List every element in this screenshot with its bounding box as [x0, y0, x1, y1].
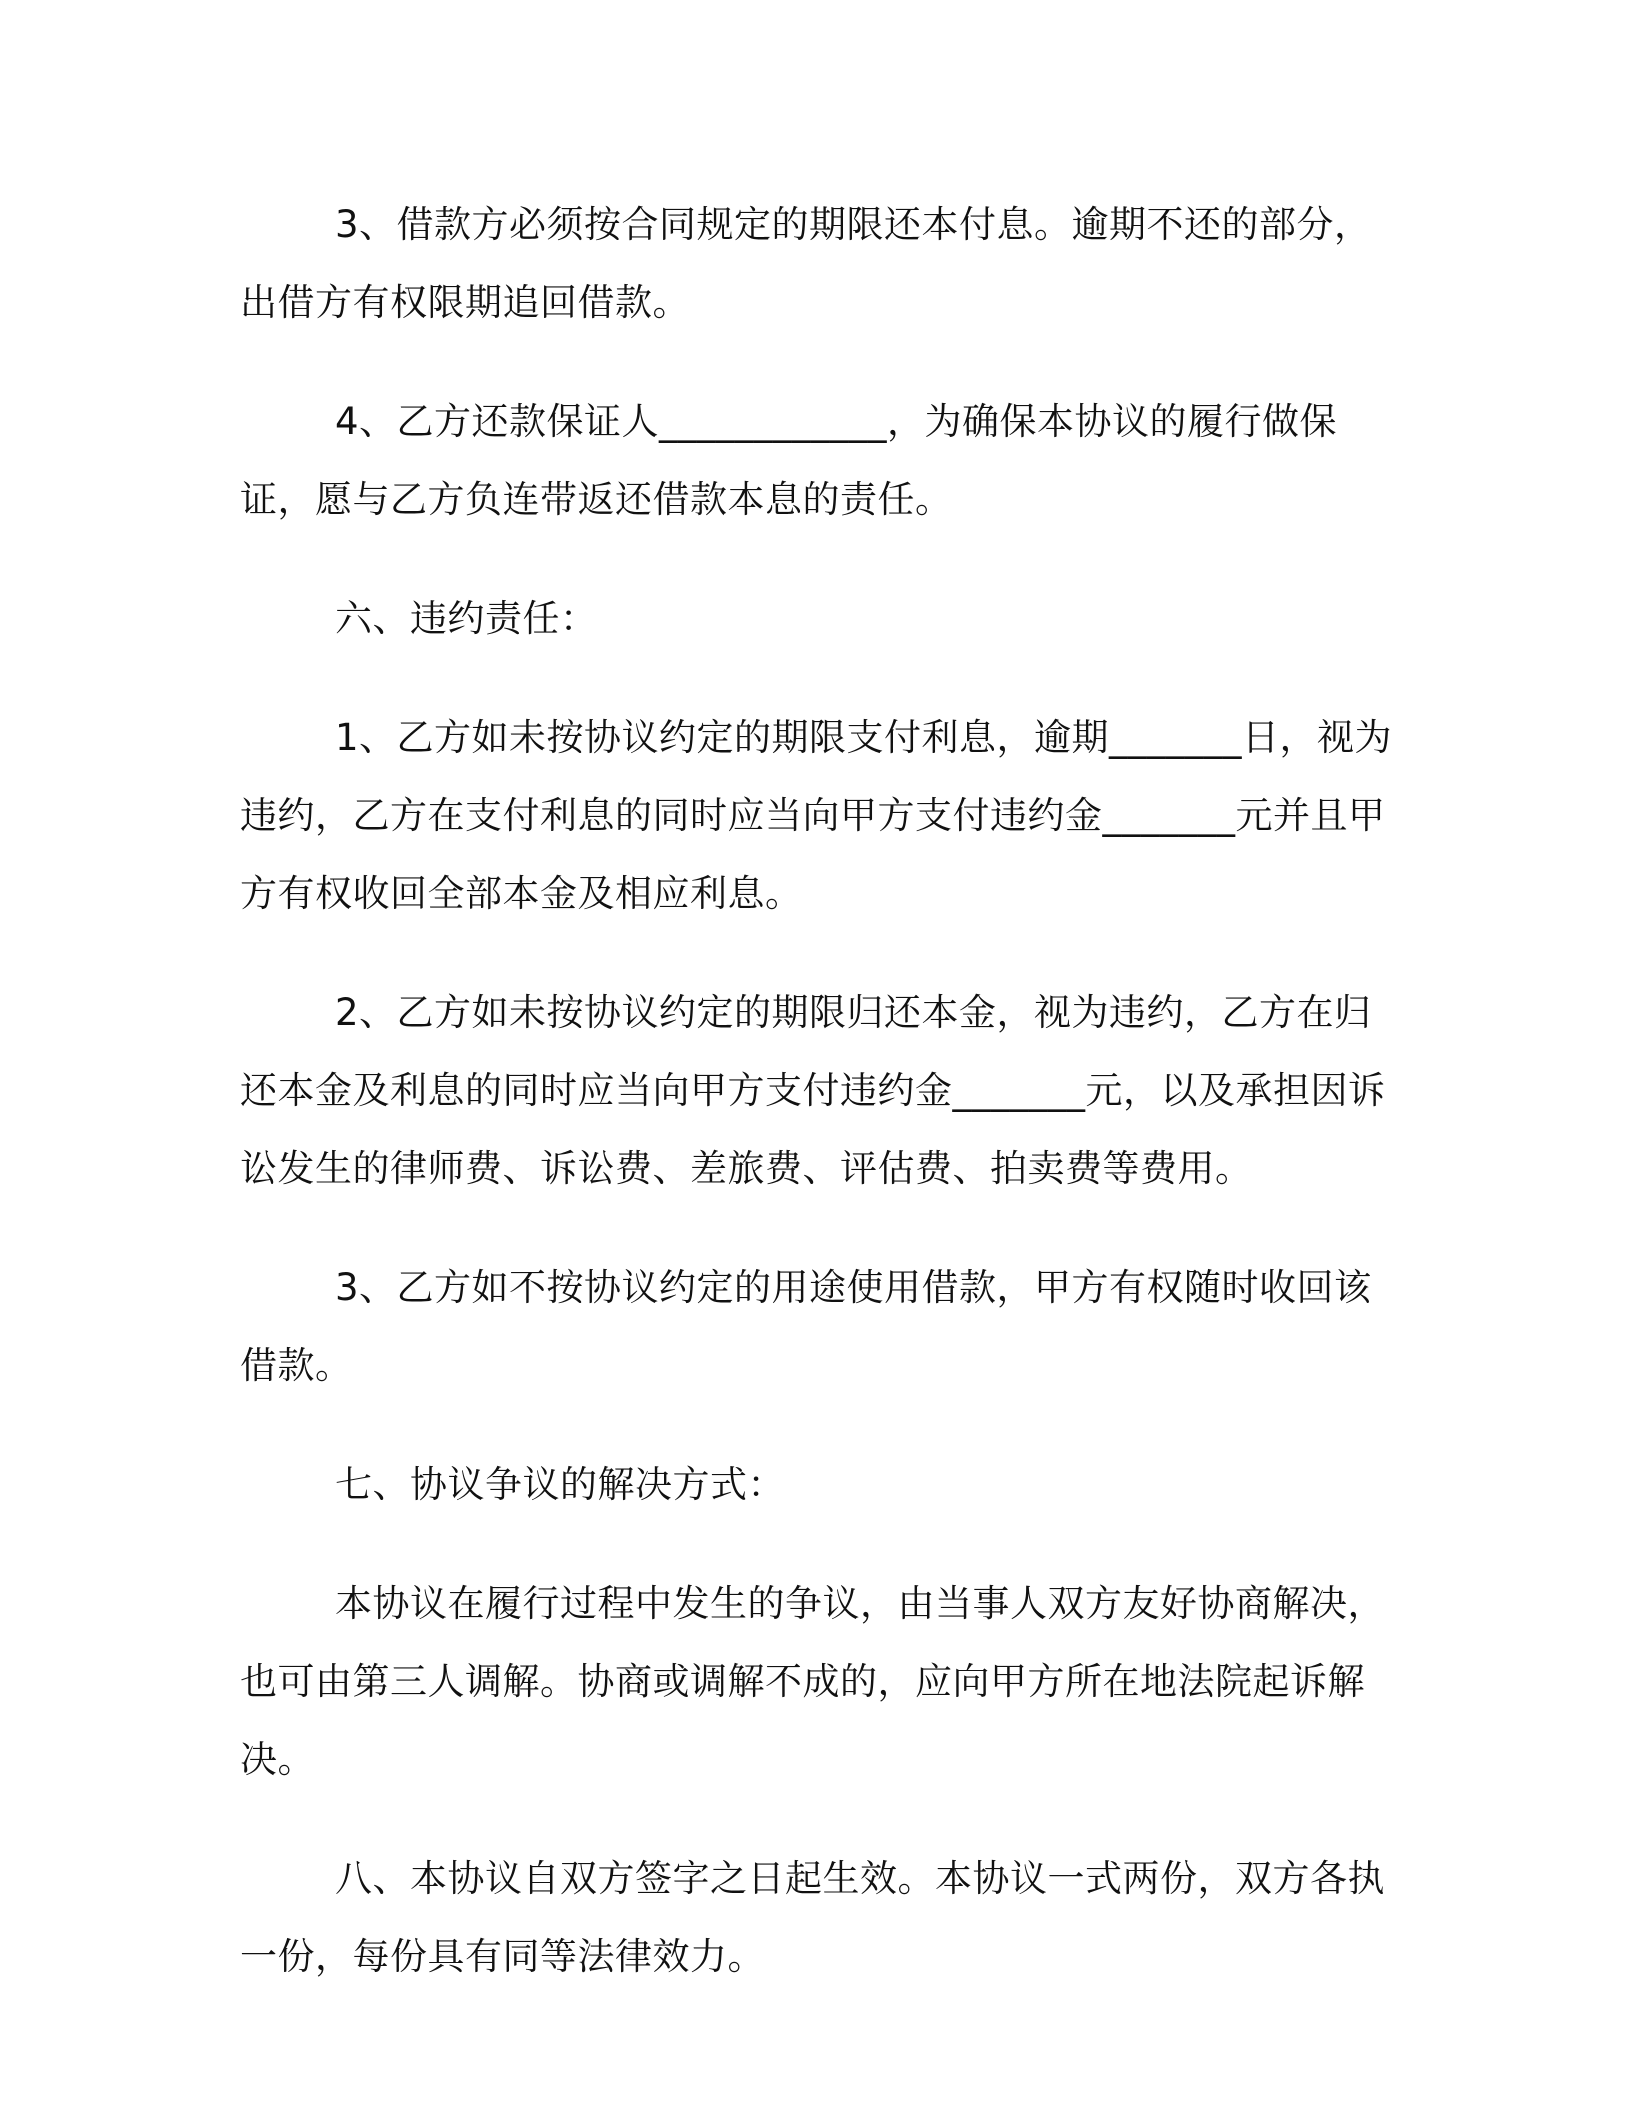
clause-dispute-resolution: 本协议在履行过程中发生的争议，由当事人双方友好协商解决，也可由第三人调解。协商或调解不成的，应向甲方所在地法院起诉解决。: [240, 1582, 1385, 1781]
document-body: [240, 186, 1400, 2037]
clause-effectiveness: 八、本协议自双方签字之日起生效。本协议一式两份，双方各执一份，每份具有同等法律效力。: [240, 1857, 1385, 1978]
clause-repayment-obligation: 3、借款方必须按合同规定的期限还本付息。逾期不还的部分，出借方有权限期追回借款。: [240, 203, 1372, 324]
section-heading-dispute-resolution: 七、协议争议的解决方式：: [335, 1463, 785, 1506]
clause-guarantor: 4、乙方还款保证人____________，为确保本协议的履行做保证，愿与乙方负连带返还借款本息的责任。: [240, 400, 1338, 521]
clause-late-interest: 1、乙方如未按协议约定的期限支付利息，逾期_______日，视为违约，乙方在支付利息的同时应当向甲方支付违约金_______元并且甲方有权收回全部本金及相应利息。: [240, 716, 1393, 915]
clause-misuse-of-loan: 3、乙方如不按协议约定的用途使用借款，甲方有权随时收回该借款。: [240, 1266, 1372, 1387]
section-heading-breach-liability: 六、违约责任：: [335, 597, 598, 640]
clause-late-principal: 2、乙方如未按协议约定的期限归还本金，视为违约，乙方在归还本金及利息的同时应当向甲方支付违约金_______元，以及承担因诉讼发生的律师费、诉讼费、差旅费、评估费、拍卖费等费用。: [240, 991, 1386, 1190]
